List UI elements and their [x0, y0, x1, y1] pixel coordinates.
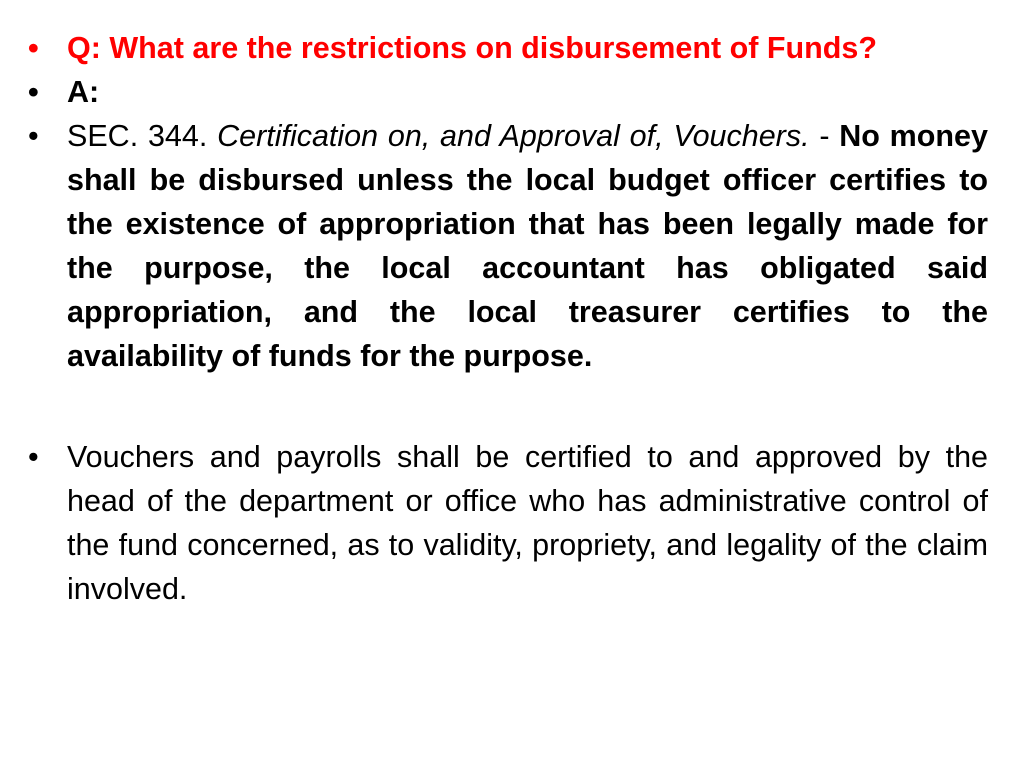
answer-label: A:: [67, 75, 100, 109]
bullet-dot-icon: •: [28, 75, 39, 109]
section-dash: -: [819, 119, 830, 153]
bullet-dot-icon: •: [28, 440, 39, 474]
section-bullet: [28, 114, 988, 378]
bullet-dot-icon: •: [28, 119, 39, 153]
section-body: No money shall be disbursed unless the local budget officer certifies to the existence of appropriation that has been legally made for the purpose, the local accountant has obligated said appropriation, and the local treasurer certifies to the availability of funds for the purpose.: [67, 119, 988, 373]
question-text: Q: What are the restrictions on disbursement of Funds?: [67, 31, 878, 65]
section-title: Certification on, and Approval of, Vouchers.: [217, 119, 810, 153]
section-number: SEC. 344.: [67, 119, 208, 153]
bullet-list: [28, 26, 988, 611]
bullet-dot-icon: •: [28, 31, 39, 65]
question-bullet: [28, 26, 988, 70]
vouchers-text: Vouchers and payrolls shall be certified to and approved by the head of the department or office who has administrative control of the fund concerned, as to validity, propriety, and legality of the claim involved.: [67, 440, 988, 606]
answer-bullet: [28, 70, 988, 114]
vouchers-bullet: [28, 435, 988, 611]
